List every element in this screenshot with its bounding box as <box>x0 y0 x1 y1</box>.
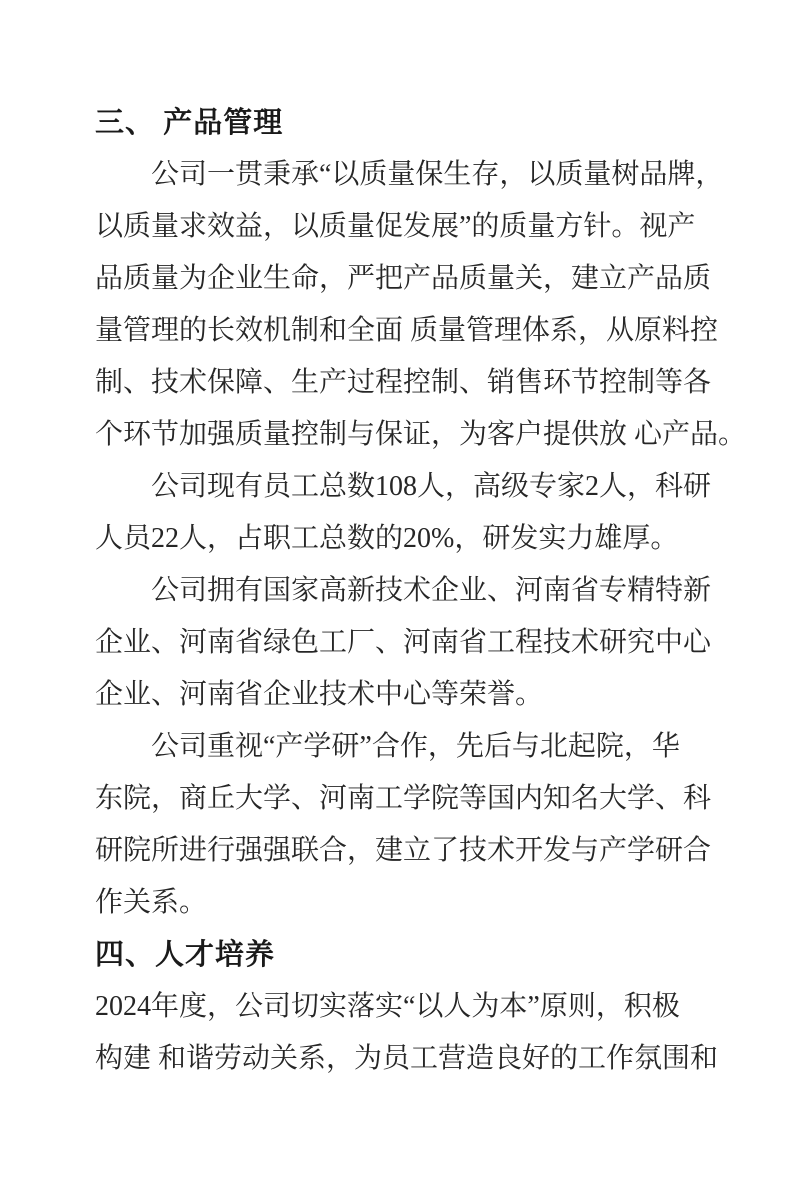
body-line: 个环节加强质量控制与保证，为客户提供放 心产品。 <box>95 419 747 450</box>
body-line: 研院所进行强强联合，建立了技术开发与产学研合 <box>95 835 712 866</box>
body-line: 以质量求效益，以质量促发展”的质量方针。视产 <box>95 211 696 242</box>
body-line: 公司一贯秉承“以质量保生存，以质量树品牌， <box>151 159 724 190</box>
section-heading-talent-development: 四、人才培养 <box>95 939 276 971</box>
paragraph <box>95 981 720 1085</box>
body-line: 企业、河南省绿色工厂、河南省工程技术研究中心 <box>95 627 712 658</box>
body-line: 量管理的长效机制和全面 质量管理体系，从原料控 <box>95 315 719 346</box>
paragraph <box>95 565 720 721</box>
paragraph <box>95 721 720 929</box>
body-line: 公司重视“产学研”合作，先后与北起院，华 <box>151 731 680 762</box>
body-line: 公司现有员工总数108人，高级专家2人，科研 <box>151 471 712 502</box>
body-line: 人员22人，占职工总数的20%，研发实力雄厚。 <box>95 523 679 554</box>
body-line: 公司拥有国家高新技术企业、河南省专精特新 <box>151 575 712 606</box>
body-line: 东院，商丘大学、河南工学院等国内知名大学、科 <box>95 783 712 814</box>
paragraph <box>95 461 720 565</box>
document-content <box>95 97 747 1085</box>
body-line: 2024年度，公司切实落实“以人为本”原则，积极 <box>95 991 680 1022</box>
body-line: 作关系。 <box>95 887 208 918</box>
body-line: 构建 和谐劳动关系，为员工营造良好的工作氛围和 <box>95 1043 719 1074</box>
section-heading-product-management: 三、 产品管理 <box>95 107 284 139</box>
body-line: 品质量为企业生命，严把产品质量关，建立产品质 <box>95 263 712 294</box>
body-line: 制、技术保障、生产过程控制、销售环节控制等各 <box>95 367 712 398</box>
paragraph <box>95 149 747 461</box>
body-line: 企业、河南省企业技术中心等荣誉。 <box>95 679 544 710</box>
